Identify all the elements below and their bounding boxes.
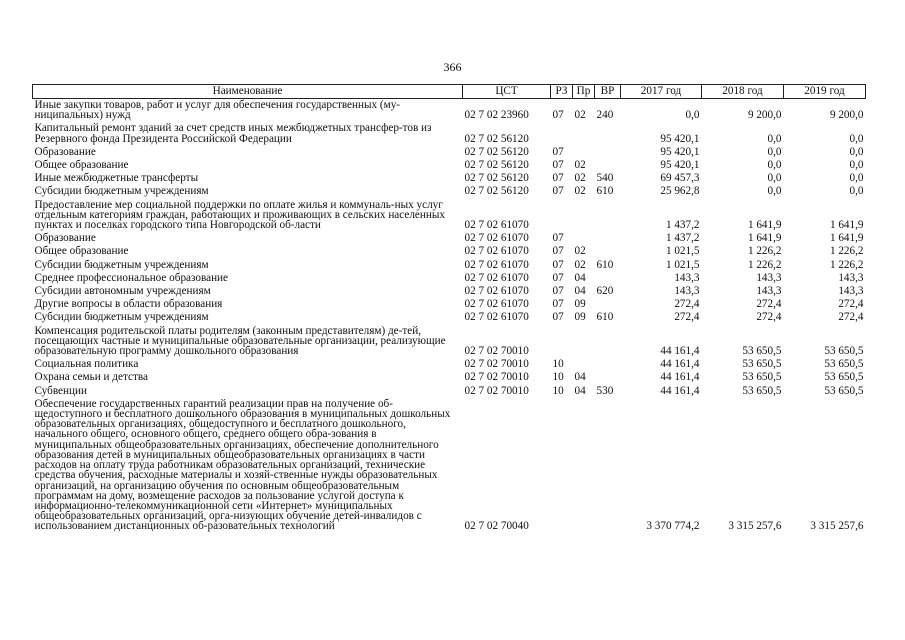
row-value-2017: 1 021,5 [665,258,700,271]
row-cst: 02 7 02 70010 [464,358,529,371]
row-name: Субсидии бюджетным учреждениям [34,185,209,198]
row-cst: 02 7 02 61070 [464,232,529,245]
budget-table [32,84,866,534]
row-name: Капитальный ремонт зданий за счет средств иных межбюджетных трансфер-тов из Резервного фонда Президента Российской Федерации [34,122,432,145]
row-vr [595,398,621,534]
row-pr [573,325,595,359]
row-vr: 610 [596,258,614,271]
row-vr: 540 [596,172,614,185]
row-name: Общее образование [34,159,129,172]
row-value-2018: 1 226,2 [747,245,782,258]
row-cst: 02 7 02 70010 [464,345,529,358]
row-name: Обеспечение государственных гарантий реализации прав на получение об-щедоступного и бесплатного дошкольного образования в муниципальных дошкольных образовательных организациях, общедоступного и бесплатного дошкольного, начального общего, основного общего, среднего общего обра-зования в муниципальных общеобразовательных организациях, обеспечение дополнительного образования детей в муниципальных общеобразовательных организациях в части расходов на оплату труда работникам образовательных организаций, технические средства обучения, расходные материалы и хозяй-ственные нужды образовательных организаций, на организацию обучения по основным общеобразовательным программам на дому, возмещение расходов за пользование услугой доступа к информационно-телекоммуникационной сети «Интернет» муниципальных общеобразовательных организаций, орга-низующих обучение детей-инвалидов с использованием дистанционных об-разовательных технологий [34,397,451,533]
row-vr: 530 [596,384,614,397]
row-value-2019: 1 226,2 [829,258,864,271]
row-value-2018: 53 650,5 [742,358,782,371]
row-value-2019: 53 650,5 [824,358,864,371]
row-rz: 07 [552,172,564,185]
header-2019: 2019 год [784,85,866,99]
row-value-2018: 1 641,9 [747,232,782,245]
row-value-2018: 272,4 [756,311,782,324]
row-vr [595,122,621,145]
table-row [33,272,866,285]
row-rz: 07 [552,285,564,298]
table-row [33,172,866,185]
row-cst: 02 7 02 56120 [464,159,529,172]
row-value-2019: 0,0 [849,145,864,158]
row-cst: 02 7 02 23960 [464,109,529,122]
row-cst: 02 7 02 56120 [464,172,529,185]
row-value-2017: 95 420,1 [660,145,700,158]
row-name: Социальная политика [34,358,139,371]
row-pr [573,199,595,233]
row-vr [595,371,621,384]
row-value-2019: 53 650,5 [824,345,864,358]
row-value-2019: 0,0 [849,132,864,145]
row-value-2017: 3 370 774,2 [646,520,700,533]
row-cst: 02 7 02 56120 [464,185,529,198]
row-cst: 02 7 02 61070 [464,219,529,232]
row-value-2017: 95 420,1 [660,159,700,172]
row-value-2017: 1 437,2 [665,232,700,245]
row-cst: 02 7 02 61070 [464,271,529,284]
row-vr [595,325,621,359]
row-value-2019: 53 650,5 [824,384,864,397]
row-vr: 610 [596,185,614,198]
row-pr: 04 [574,271,586,284]
row-value-2017: 143,3 [674,271,700,284]
row-cst: 02 7 02 61070 [464,285,529,298]
row-value-2018: 1 226,2 [747,258,782,271]
row-rz: 07 [552,109,564,122]
table-row [33,99,866,123]
row-value-2018: 53 650,5 [742,371,782,384]
row-value-2017: 272,4 [674,298,700,311]
row-rz: 07 [552,145,564,158]
table-row [33,159,866,172]
row-name: Иные закупки товаров, работ и услуг для обеспечения государственных (му-ниципальных) нужд [34,99,401,122]
row-value-2018: 3 315 257,6 [728,520,782,533]
row-pr: 02 [574,172,586,185]
row-name: Образование [34,145,96,158]
row-value-2019: 272,4 [838,311,864,324]
row-cst: 02 7 02 61070 [464,245,529,258]
row-cst: 02 7 02 56120 [464,145,529,158]
table-row [33,146,866,159]
row-value-2017: 1 021,5 [665,245,700,258]
row-pr: 02 [574,159,586,172]
row-rz [551,398,573,534]
row-pr [573,146,595,159]
row-name: Субсидии автономным учреждениям [34,285,211,298]
table-row [33,245,866,258]
row-pr [573,358,595,371]
row-value-2017: 44 161,4 [660,384,700,397]
row-value-2018: 143,3 [756,271,782,284]
row-vr [595,358,621,371]
row-value-2018: 9 200,0 [747,109,782,122]
row-rz: 07 [552,258,564,271]
row-pr: 09 [574,298,586,311]
row-value-2017: 25 962,8 [660,185,700,198]
table-row [33,371,866,384]
row-value-2019: 272,4 [838,298,864,311]
row-value-2017: 272,4 [674,311,700,324]
row-value-2017: 0,0 [685,109,700,122]
row-rz: 10 [552,384,564,397]
row-name: Компенсация родительской платы родителям (законным представителям) де-тей, посещающих частные и муниципальные образовательные организации, реализующие образовательную программу дошкольного образования [34,324,446,358]
row-value-2018: 53 650,5 [742,384,782,397]
row-vr [595,272,621,285]
table-row [33,358,866,371]
row-cst: 02 7 02 70010 [464,384,529,397]
row-value-2019: 1 641,9 [829,219,864,232]
table-row [33,385,866,398]
row-value-2019: 0,0 [849,172,864,185]
row-value-2017: 95 420,1 [660,132,700,145]
row-name: Предоставление мер социальной поддержки по оплате жилья и коммуналь-ных услуг отдельным категориям граждан, работающих и проживающих в сельских населенных пунктах и поселках городского типа Новгородской об-ласти [34,198,445,232]
header-vr: ВР [595,85,621,99]
row-value-2018: 0,0 [767,159,782,172]
row-pr [573,232,595,245]
row-pr: 02 [574,185,586,198]
row-value-2019: 143,3 [838,271,864,284]
row-pr [573,398,595,534]
row-value-2017: 44 161,4 [660,358,700,371]
row-value-2018: 272,4 [756,298,782,311]
table-body [33,99,866,534]
row-value-2018: 1 641,9 [747,219,782,232]
row-rz: 07 [552,245,564,258]
table-row [33,232,866,245]
row-name: Субвенции [34,384,87,397]
header-2017: 2017 год [621,85,702,99]
table-row [33,185,866,198]
header-rz: РЗ [551,85,573,99]
row-name: Субсидии бюджетным учреждениям [34,311,209,324]
table-row [33,259,866,272]
row-vr: 620 [596,285,614,298]
row-vr [595,146,621,159]
row-value-2019: 143,3 [838,285,864,298]
row-vr [595,199,621,233]
row-rz: 10 [552,371,564,384]
row-name: Иные межбюджетные трансферты [34,172,199,185]
row-value-2018: 0,0 [767,132,782,145]
row-cst: 02 7 02 61070 [464,311,529,324]
row-name: Охрана семьи и детства [34,371,148,384]
table-row [33,199,866,233]
row-pr [573,122,595,145]
row-name: Образование [34,232,96,245]
row-rz [551,325,573,359]
table-row [33,285,866,298]
header-cst: ЦСТ [463,85,551,99]
row-value-2019: 1 226,2 [829,245,864,258]
row-rz: 10 [552,358,564,371]
row-rz: 07 [552,311,564,324]
table-row [33,122,866,145]
row-value-2017: 1 437,2 [665,219,700,232]
row-value-2018: 53 650,5 [742,345,782,358]
row-vr [595,232,621,245]
row-rz [551,199,573,233]
row-rz [551,122,573,145]
row-pr: 02 [574,109,586,122]
row-vr: 240 [596,109,614,122]
row-pr: 09 [574,311,586,324]
row-value-2018: 143,3 [756,285,782,298]
row-vr [595,245,621,258]
row-name: Общее образование [34,245,129,258]
table-row [33,325,866,359]
row-value-2018: 0,0 [767,145,782,158]
row-value-2019: 53 650,5 [824,371,864,384]
row-cst: 02 7 02 56120 [464,132,529,145]
row-name: Среднее профессиональное образование [34,271,229,284]
row-value-2019: 3 315 257,6 [810,520,864,533]
row-cst: 02 7 02 61070 [464,258,529,271]
row-pr: 04 [574,384,586,397]
row-value-2019: 9 200,0 [829,109,864,122]
row-value-2017: 143,3 [674,285,700,298]
row-vr: 610 [596,311,614,324]
header-2018: 2018 год [702,85,784,99]
row-pr: 02 [574,245,586,258]
header-row [33,85,866,99]
row-cst: 02 7 02 61070 [464,298,529,311]
row-value-2017: 69 457,3 [660,172,700,185]
row-rz: 07 [552,232,564,245]
row-pr: 02 [574,258,586,271]
row-cst: 02 7 02 70040 [464,520,529,533]
row-vr [595,159,621,172]
row-rz: 07 [552,298,564,311]
row-value-2017: 44 161,4 [660,371,700,384]
row-cst: 02 7 02 70010 [464,371,529,384]
table-row [33,311,866,324]
row-value-2019: 0,0 [849,185,864,198]
row-value-2019: 0,0 [849,159,864,172]
row-rz: 07 [552,159,564,172]
row-name: Другие вопросы в области образования [34,298,223,311]
table-row [33,398,866,534]
row-vr [595,298,621,311]
header-name: Наименование [33,85,463,99]
row-rz: 07 [552,185,564,198]
row-pr: 04 [574,371,586,384]
row-rz: 07 [552,271,564,284]
row-pr: 04 [574,285,586,298]
table-row [33,298,866,311]
row-value-2017: 44 161,4 [660,345,700,358]
row-value-2018: 0,0 [767,185,782,198]
row-name: Субсидии бюджетным учреждениям [34,258,209,271]
row-value-2018: 0,0 [767,172,782,185]
page-number: 366 [443,60,462,74]
header-pr: Пр [573,85,595,99]
row-value-2019: 1 641,9 [829,232,864,245]
